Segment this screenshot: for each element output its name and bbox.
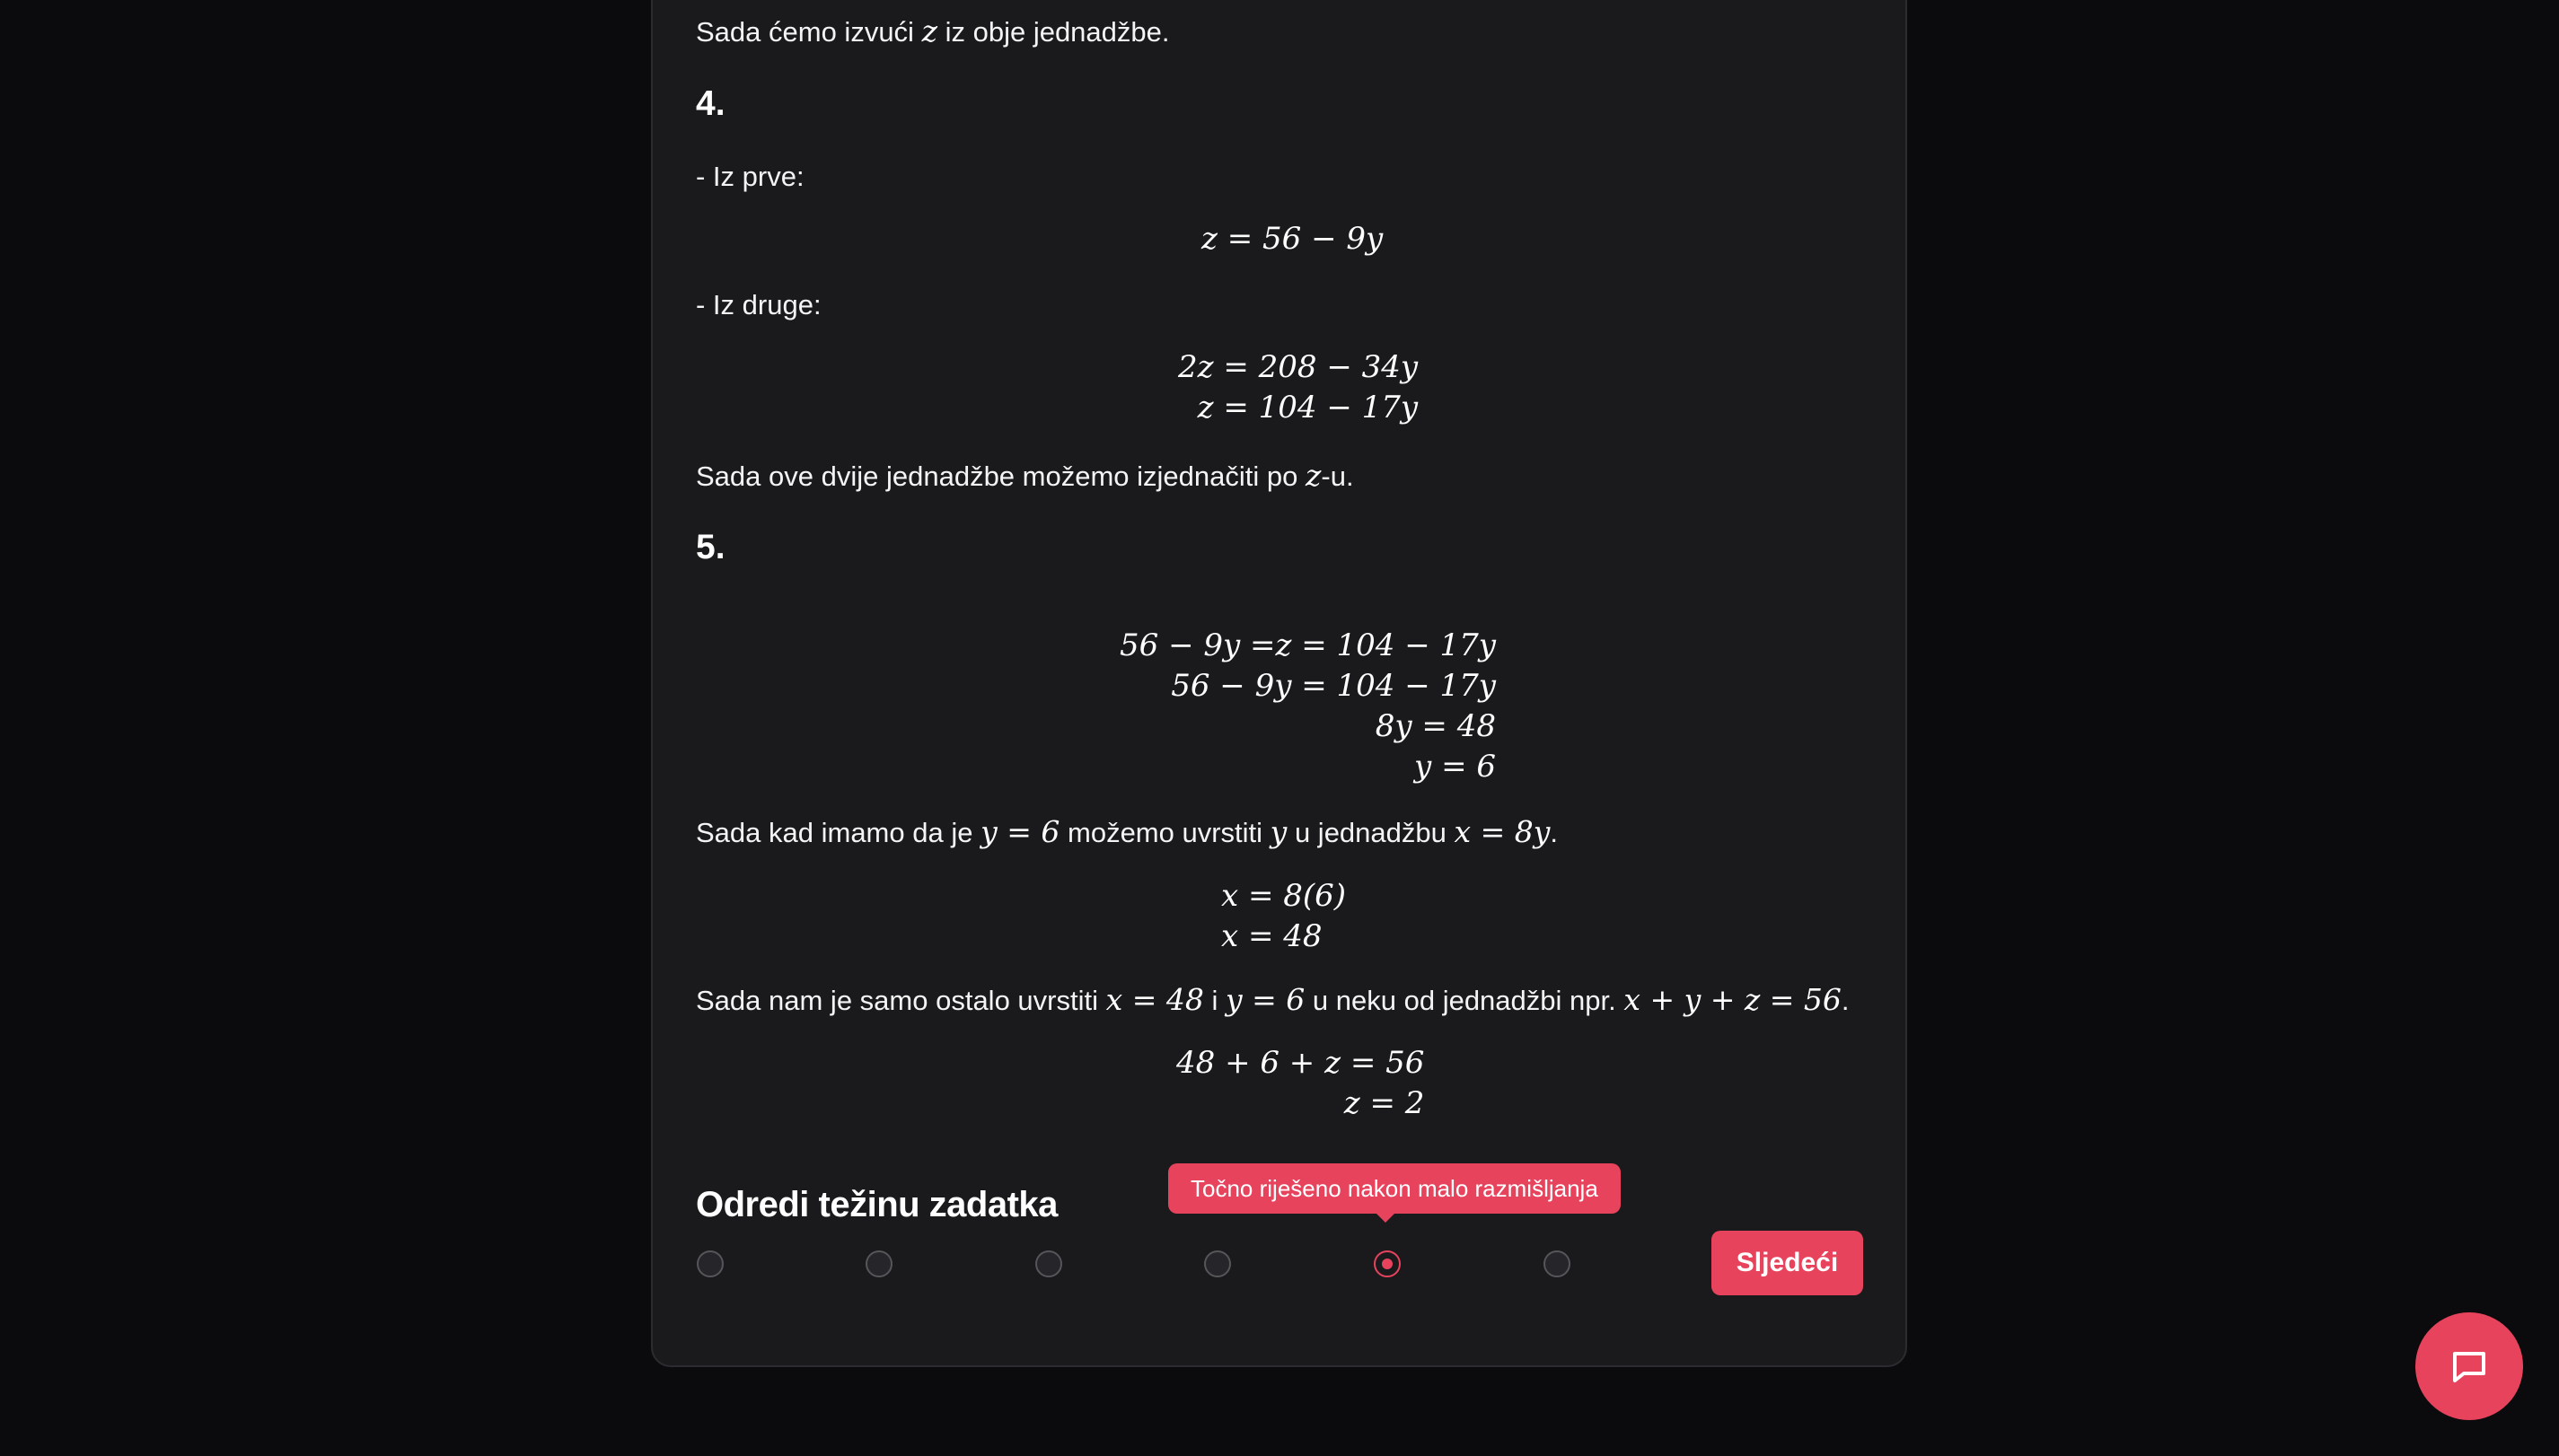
inline-math: y — [1270, 814, 1288, 849]
substitute-text: . — [1550, 817, 1559, 848]
inline-math: y = 6 — [981, 814, 1060, 849]
final-text: i — [1211, 985, 1218, 1016]
equation-final — [1176, 1043, 1424, 1124]
intro-line — [696, 13, 1170, 50]
equation-row: y = 6 — [1414, 749, 1496, 785]
difficulty-radio-6[interactable] — [1543, 1250, 1570, 1277]
equate-suffix: -u. — [1321, 460, 1354, 492]
from-first-label: - Iz prve: — [696, 161, 805, 192]
equate-text: Sada ove dvije jednadžbe možemo izjednačiti po — [696, 460, 1298, 492]
next-button[interactable]: Sljedeći — [1711, 1231, 1863, 1295]
inline-math: x = 8y — [1454, 814, 1551, 849]
step-4-heading: 4. — [696, 84, 725, 123]
equation-row: x = 48 — [1221, 918, 1323, 954]
inline-math: x = 48 — [1105, 982, 1204, 1017]
final-line — [696, 982, 1850, 1019]
intro-variable: z — [921, 13, 937, 48]
difficulty-radio-3[interactable] — [1035, 1250, 1062, 1277]
substitute-line — [696, 814, 1558, 851]
final-text: Sada nam je samo ostalo uvrstiti — [696, 985, 1098, 1016]
equation-second — [1178, 347, 1418, 428]
difficulty-radio-2[interactable] — [866, 1250, 893, 1277]
equation-row: x = 8(6) — [1221, 878, 1347, 914]
equation-row: 48 + 6 + z = 56 — [1176, 1045, 1425, 1081]
from-second-label: - Iz druge: — [696, 289, 822, 320]
final-text: . — [1841, 985, 1850, 1016]
chat-button[interactable] — [2415, 1312, 2523, 1420]
equation-row: z = 56 − 9y — [1201, 221, 1384, 257]
final-text: u neku od jednadžbi npr. — [1312, 985, 1616, 1016]
difficulty-radio-5[interactable] — [1374, 1250, 1401, 1277]
intro-rest: iz obje jednadžbe. — [945, 16, 1170, 48]
equation-row: 56 − 9y = 104 − 17y — [1171, 668, 1496, 704]
equation-step5 — [1120, 626, 1496, 787]
substitute-text: Sada kad imamo da je — [696, 817, 973, 848]
equation-first — [1201, 219, 1383, 259]
equation-x — [1221, 876, 1346, 957]
inline-math: y = 6 — [1226, 982, 1306, 1017]
inline-math: x + y + z = 56 — [1623, 982, 1842, 1017]
substitute-text: možemo uvrstiti — [1068, 817, 1263, 848]
difficulty-radio-1[interactable] — [697, 1250, 724, 1277]
tooltip-arrow — [1375, 1212, 1396, 1223]
substitute-text: u jednadžbu — [1294, 817, 1447, 848]
equation-row: z = 104 − 17y — [1197, 390, 1419, 425]
equate-line — [696, 458, 1354, 495]
chat-bubble-icon — [2448, 1345, 2491, 1388]
difficulty-radio-4[interactable] — [1204, 1250, 1231, 1277]
rating-tooltip: Točno riješeno nakon malo razmišljanja — [1168, 1163, 1621, 1214]
intro-text: Sada ćemo izvući — [696, 16, 914, 48]
equation-row: 2z = 208 − 34y — [1178, 349, 1419, 385]
equation-row: 8y = 48 — [1375, 708, 1496, 744]
step-5-heading: 5. — [696, 528, 725, 566]
equation-row: 56 − 9y =z = 104 − 17y — [1120, 627, 1496, 663]
equation-row: z = 2 — [1343, 1085, 1425, 1121]
rating-title: Odredi težinu zadatka — [696, 1185, 1058, 1224]
equate-variable: z — [1306, 458, 1322, 493]
